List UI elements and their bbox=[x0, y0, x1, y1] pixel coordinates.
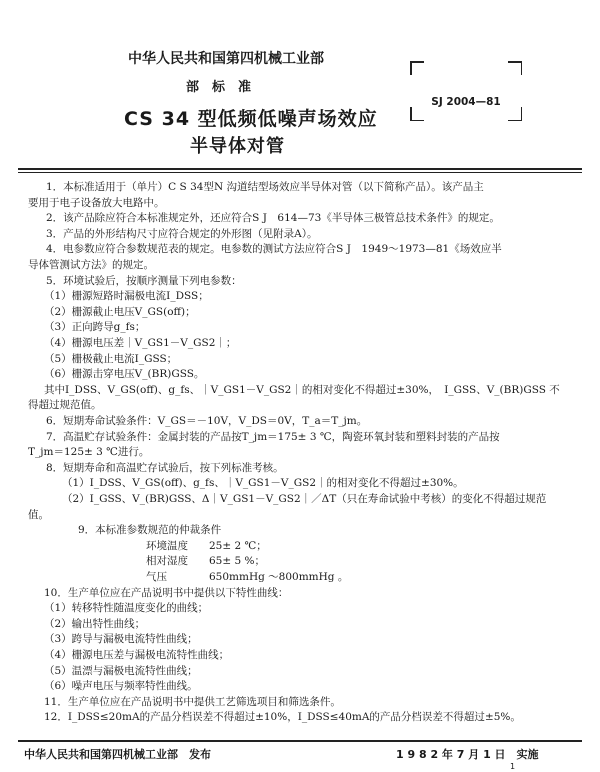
clause-5-note-line-1: 其中I_DSS、V_GS(off)、g_fs、｜V_GS1－V_GS2｜的相对变化不得超过±30%， I_GSS、V_(BR)GSS 不 bbox=[44, 383, 560, 396]
clause-5-item-1: （1）栅源短路时漏极电流I_DSS； bbox=[44, 290, 209, 303]
header-rule-thin bbox=[18, 172, 582, 173]
standard-code: SJ 2004—81 bbox=[431, 96, 501, 108]
clause-5-note-line-2: 得超过规范值。 bbox=[28, 399, 102, 412]
clause-4-line-2: 导体管测试方法》的规定。 bbox=[28, 259, 154, 271]
footer-publisher: 中华人民共和国第四机械工业部 发布 bbox=[24, 748, 211, 761]
clause-5-item-6: （6）栅源击穿电压V_(BR)GSS。 bbox=[44, 368, 205, 381]
clause-10-item-4: （4）栅源电压差与漏极电流特性曲线； bbox=[44, 649, 230, 661]
clause-8-item-1: （1）I_DSS、V_GS(off)、g_fs、｜V_GS1－V_GS2｜的相对变化不得超过±30%。 bbox=[62, 477, 464, 490]
clause-5-item-3: （3）正向跨导g_fs； bbox=[44, 321, 146, 334]
document-title-line2: 半导体对管 bbox=[190, 136, 285, 157]
standard-number-box bbox=[410, 61, 522, 121]
clause-12: 12．I_DSS≤20mA的产品分档误差不得超过±10%，I_DSS≤40mA的产品分档误差不得超过±5%。 bbox=[44, 711, 521, 724]
clause-8: 8．短期寿命和高温贮存试验后，按下列标准考核。 bbox=[46, 461, 284, 474]
clause-1-line-1: 1．本标准适用于（单片）C S 34型N 沟道结型场效应半导体对管（以下简称产品）。该产品主 bbox=[46, 181, 484, 193]
clause-9-pressure: 气压 650mmHg ～800mmHg 。 bbox=[146, 571, 349, 583]
clause-8-item-2-line-2: 值。 bbox=[28, 508, 49, 521]
clause-10-item-1: （1）转移特性随温度变化的曲线； bbox=[44, 602, 209, 615]
clause-10-item-3: （3）跨导与漏极电流特性曲线； bbox=[44, 633, 198, 646]
clause-10-item-5: （5）温漂与漏极电流特性曲线； bbox=[44, 664, 198, 677]
page-number: 1 bbox=[510, 762, 516, 771]
clause-10-item-2: （2）输出特性曲线； bbox=[44, 617, 146, 630]
standard-level: 部 标 准 bbox=[186, 80, 252, 95]
clause-7-line-1: 7．高温贮存试验条件：金属封装的产品按T_jm＝175± 3 ℃，陶瓷环氧封装和塑料封装的产品按 bbox=[46, 430, 500, 443]
clause-9-temperature: 环境温度 25± 2 ℃； bbox=[146, 539, 267, 552]
clause-11: 11．生产单位应在产品说明书中提供工艺筛选项目和筛选条件。 bbox=[44, 695, 341, 708]
clause-9-humidity: 相对湿度 65± 5 %； bbox=[146, 555, 265, 568]
clause-6: 6．短期寿命试验条件：V_GS＝－10V，V_DS＝0V，T_a＝T_jm。 bbox=[46, 415, 368, 427]
clause-10: 10．生产单位应在产品说明书中提供以下特性曲线： bbox=[44, 586, 289, 599]
clause-7-line-2: T_jm＝125± 3 ℃进行。 bbox=[28, 446, 150, 459]
clause-3: 3．产品的外形结构尺寸应符合规定的外形图（见附录A）。 bbox=[46, 227, 318, 240]
clause-1-line-2: 要用于电子设备放大电路中。 bbox=[28, 196, 165, 209]
clause-4-line-1: 4．电参数应符合参数规范表的规定。电参数的测试方法应符合S J 1949～1973—81《场效应半 bbox=[46, 243, 502, 256]
footer-date: 1 9 8 2 年 7 月 1 日 实施 bbox=[396, 748, 539, 761]
clause-2: 2．该产品除应符合本标准规定外，还应符合S J 614—73《半导体三极管总技术条件》的规定。 bbox=[46, 212, 500, 225]
clause-5-item-5: （5）栅极截止电流I_GSS； bbox=[44, 352, 178, 365]
header-rule-thick bbox=[18, 168, 582, 170]
clause-5-item-4: （4）栅源电压差｜V_GS1－V_GS2｜； bbox=[44, 337, 237, 349]
clause-5-item-2: （2）栅源截止电压V_GS(off)； bbox=[44, 305, 196, 318]
clause-10-item-6: （6）噪声电压与频率特性曲线。 bbox=[44, 680, 198, 693]
clause-9: 9．本标准参数规范的仲裁条件 bbox=[78, 524, 222, 537]
document-title-line1: CS 34 型低频低噪声场效应 bbox=[124, 108, 378, 130]
ministry-name: 中华人民共和国第四机械工业部 bbox=[128, 51, 324, 67]
clause-5: 5．环境试验后，按顺序测量下列电参数： bbox=[46, 274, 242, 287]
footer-rule bbox=[18, 740, 582, 742]
clause-8-item-2-line-1: （2）I_GSS、V_(BR)GSS、Δ｜V_GS1－V_GS2｜／ΔT（只在寿命试验中考核）的变化不得超过规范 bbox=[62, 493, 547, 505]
